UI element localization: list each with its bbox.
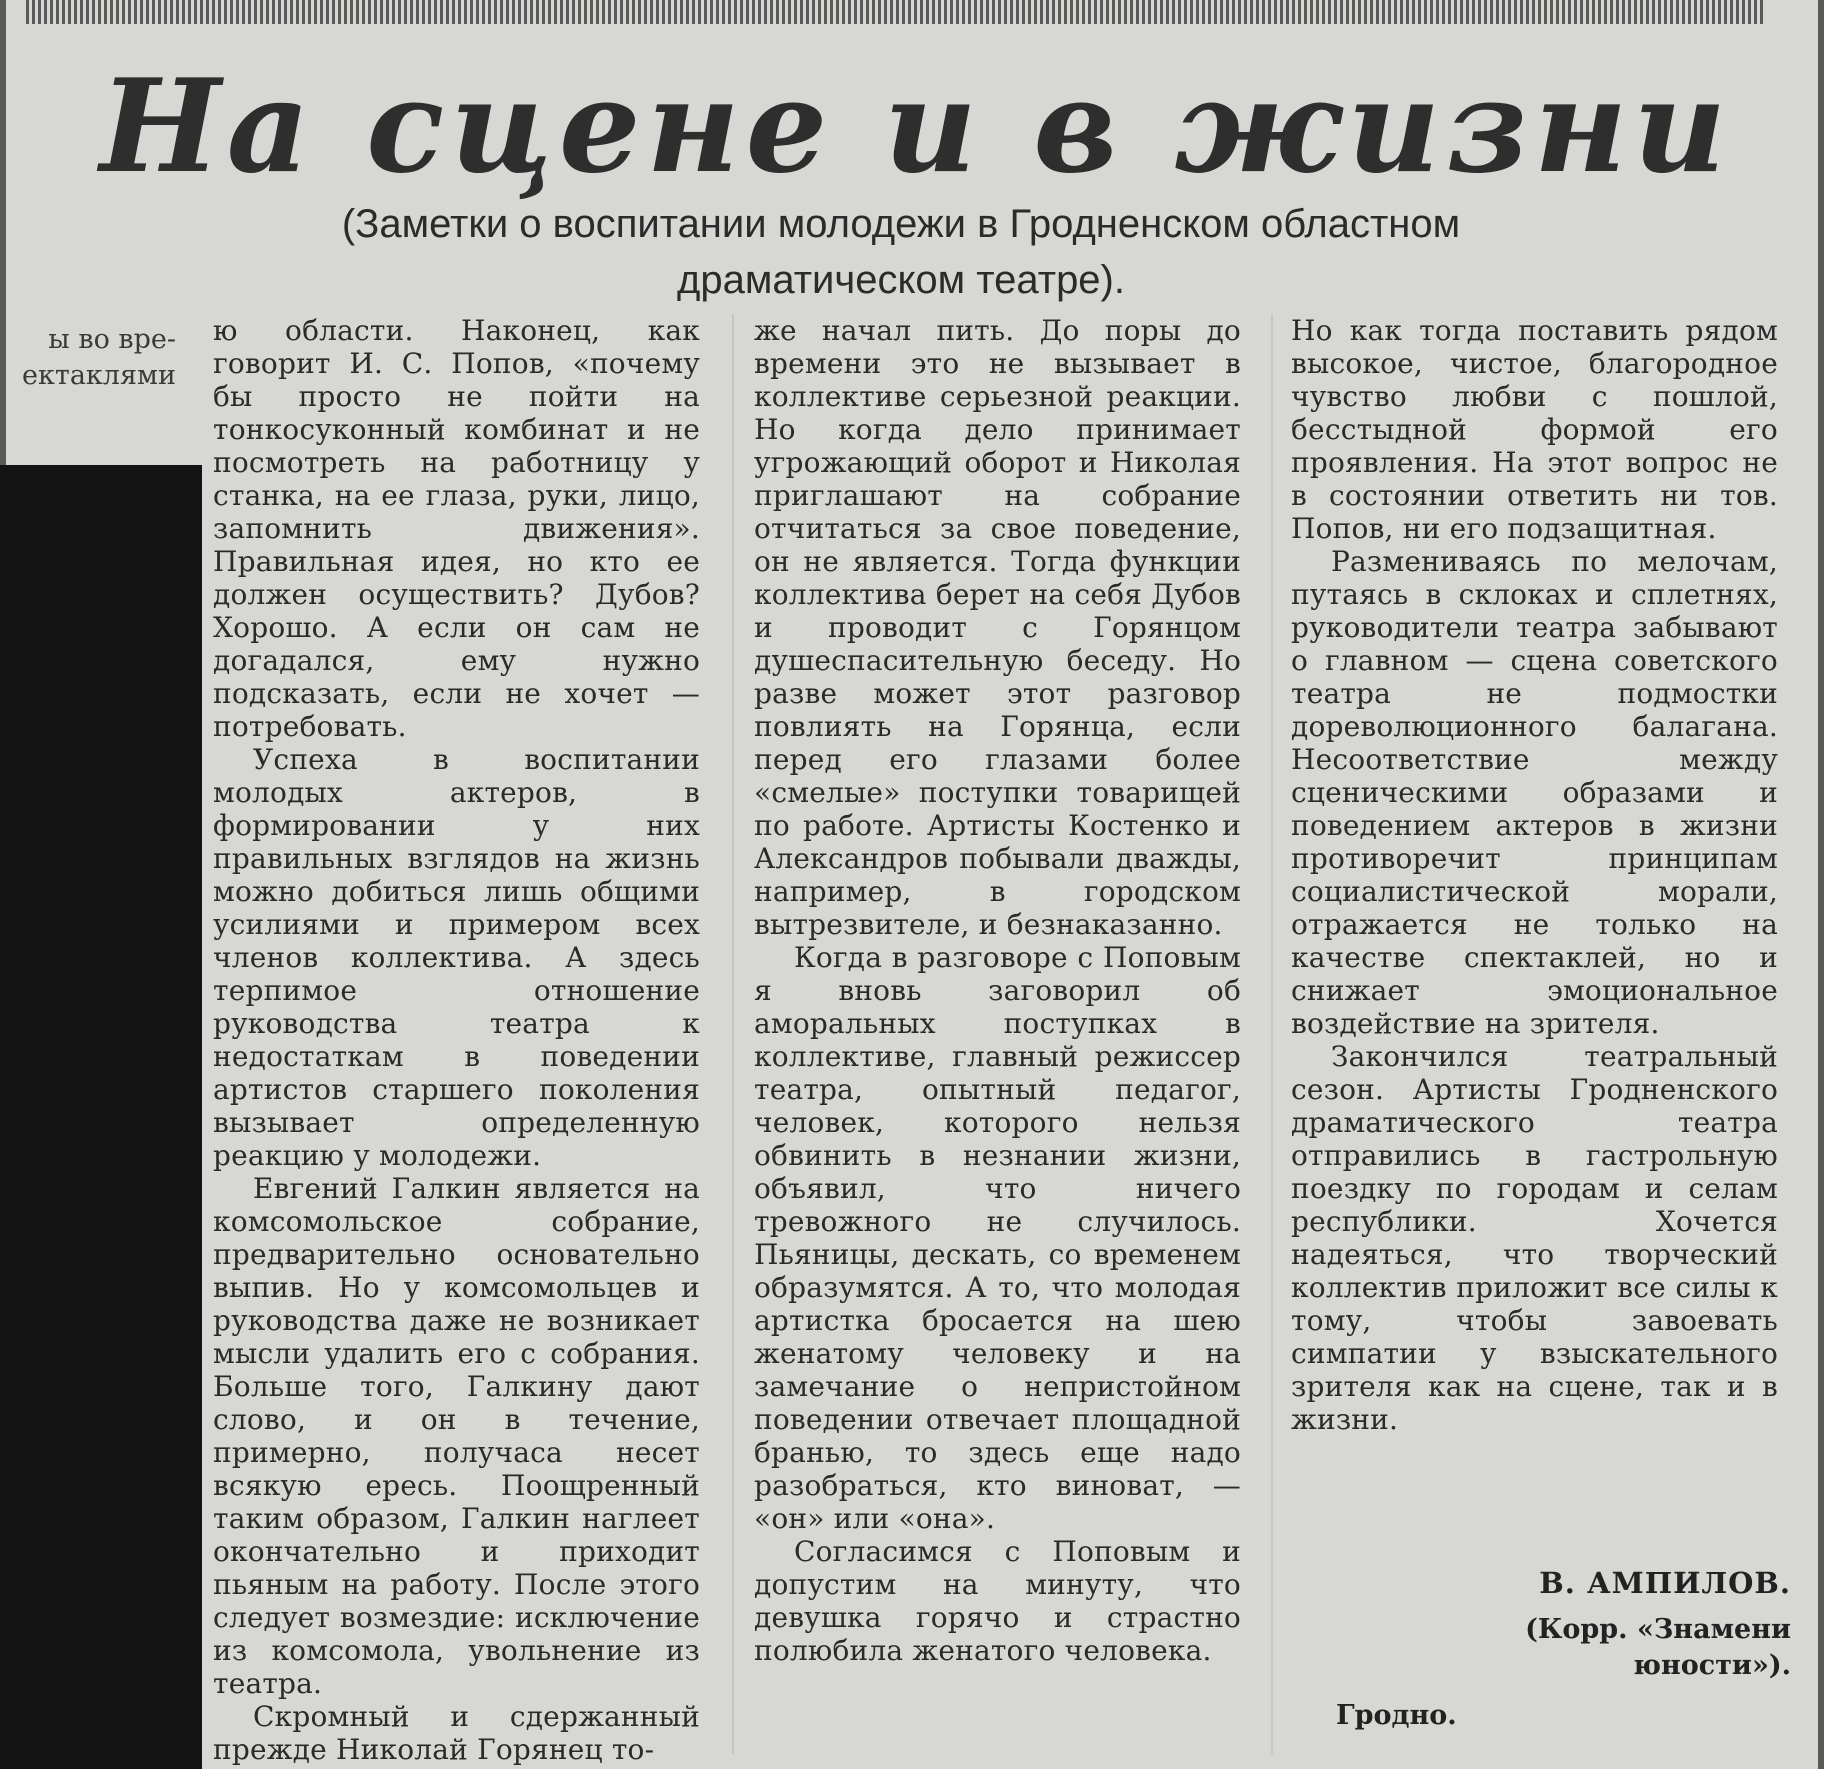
adjacent-article-fragment: [6, 322, 176, 394]
paragraph: Закончился театральный сезон. Артисты Гродненского драматического театра отправились в гастрольную поездку по городам и селам республики. Хочется надеяться, что творческий коллектив приложит все силы к тому, чтобы завоевать симпатии у взыскательного зрителя как на сцене, так и в жизни.: [1291, 1040, 1778, 1436]
correspondent-line-2: юности»).: [1633, 1650, 1791, 1681]
subtitle-line-1: (Заметки о воспитании молодежи в Гродненском областном: [341, 202, 1461, 246]
dateline-city: Гродно.: [1336, 1700, 1457, 1731]
article-subtitle: [176, 196, 1626, 308]
correspondent-note: [1291, 1612, 1791, 1684]
black-backing-panel: [0, 465, 202, 1769]
column-divider: [732, 314, 734, 1754]
paragraph: Согласимся с Поповым и допустим на минуту, что девушка горячо и страстно полюбила женатого человека.: [754, 1535, 1241, 1667]
article-column-1: [213, 314, 700, 1766]
newspaper-clipping: [6, 0, 1818, 1769]
paragraph: Когда в разговоре с Поповым я вновь заговорил об аморальных поступках в коллективе, главный режиссер театра, опытный педагог, человек, которого нельзя обвинить в незнании жизни, объявил, что ничего тревожного не случилось. Пьяницы, дескать, со временем образумятся. А то, что молодая артистка бросается на шею женатому человеку и на замечание о непристойном поведении отвечает площадной бранью, то здесь еще надо разобраться, кто виноват, — «он» или «она».: [754, 941, 1241, 1535]
subtitle-line-2: драматическом театре).: [677, 258, 1125, 302]
fragment-line-1: ы во вре-: [48, 324, 176, 355]
paragraph: Евгений Галкин является на комсомольское собрание, предварительно основательно выпив. Но у комсомольцев и руководства даже не возникает мысли удалить его с собрания. Больше того, Галкину дают слово, и он в течение, примерно, получаса несет всякую ересь. Поощренный таким образом, Галкин наглеет окончательно и приходит пьяным на работу. После этого следует возмездие: исключение из комсомола, увольнение из театра.: [213, 1172, 700, 1700]
paragraph: Размениваясь по мелочам, путаясь в склоках и сплетнях, руководители театра забывают о главном — сцена советского театра не подмостки дореволюционного балагана. Несоответствие между сценическими образами и поведением актеров в жизни противоречит принципам социалистической морали, отражается не только на качестве спектаклей, но и снижает эмоциональное воздействие на зрителя.: [1291, 545, 1778, 1040]
paragraph: Скромный и сдержанный прежде Николай Горянец то-: [213, 1700, 700, 1766]
article-column-3: [1291, 314, 1778, 1436]
article-headline: На сцене и в жизни: [99, 52, 1733, 202]
author-name: В. АМПИЛОВ.: [1539, 1566, 1791, 1600]
paragraph: Успеха в воспитании молодых актеров, в формировании у них правильных взглядов на жизнь можно добиться лишь общими усилиями и примером всех членов коллектива. А здесь терпимое отношение руководства театра к недостаткам в поведении артистов старшего поколения вызывает определенную реакцию у молодежи.: [213, 743, 700, 1172]
top-rule-border: [26, 0, 1766, 24]
paragraph: Но как тогда поставить рядом высокое, чистое, благородное чувство любви с пошлой, бесстыдной формой его проявления. На этот вопрос не в состоянии ответить ни тов. Попов, ни его подзащитная.: [1291, 314, 1778, 545]
fragment-line-2: ектаклями: [22, 360, 176, 391]
article-column-2: [754, 314, 1241, 1667]
paragraph: ю области. Наконец, как говорит И. С. Попов, «почему бы просто не пойти на тонкосуконный комбинат и не посмотреть на работницу у станка, на ее глаза, руки, лицо, запомнить движения». Правильная идея, но кто ее должен осуществить? Дубов? Хорошо. А если он сам не догадался, ему нужно подсказать, если не хочет — потребовать.: [213, 314, 700, 743]
column-divider: [1271, 314, 1273, 1754]
correspondent-line-1: (Корр. «Знамени: [1525, 1614, 1791, 1645]
paragraph: же начал пить. До поры до времени это не вызывает в коллективе серьезной реакции. Но когда дело принимает угрожающий оборот и Николая приглашают на собрание отчитаться за свое поведение, он не является. Тогда функции коллектива берет на себя Дубов и проводит с Горянцом душеспасительную беседу. Но разве может этот разговор повлиять на Горянца, если перед его глазами более «смелые» поступки товарищей по работе. Артисты Костенко и Александров побывали дважды, например, в городском вытрезвителе, и безнаказанно.: [754, 314, 1241, 941]
article-signature: [1291, 1566, 1791, 1731]
